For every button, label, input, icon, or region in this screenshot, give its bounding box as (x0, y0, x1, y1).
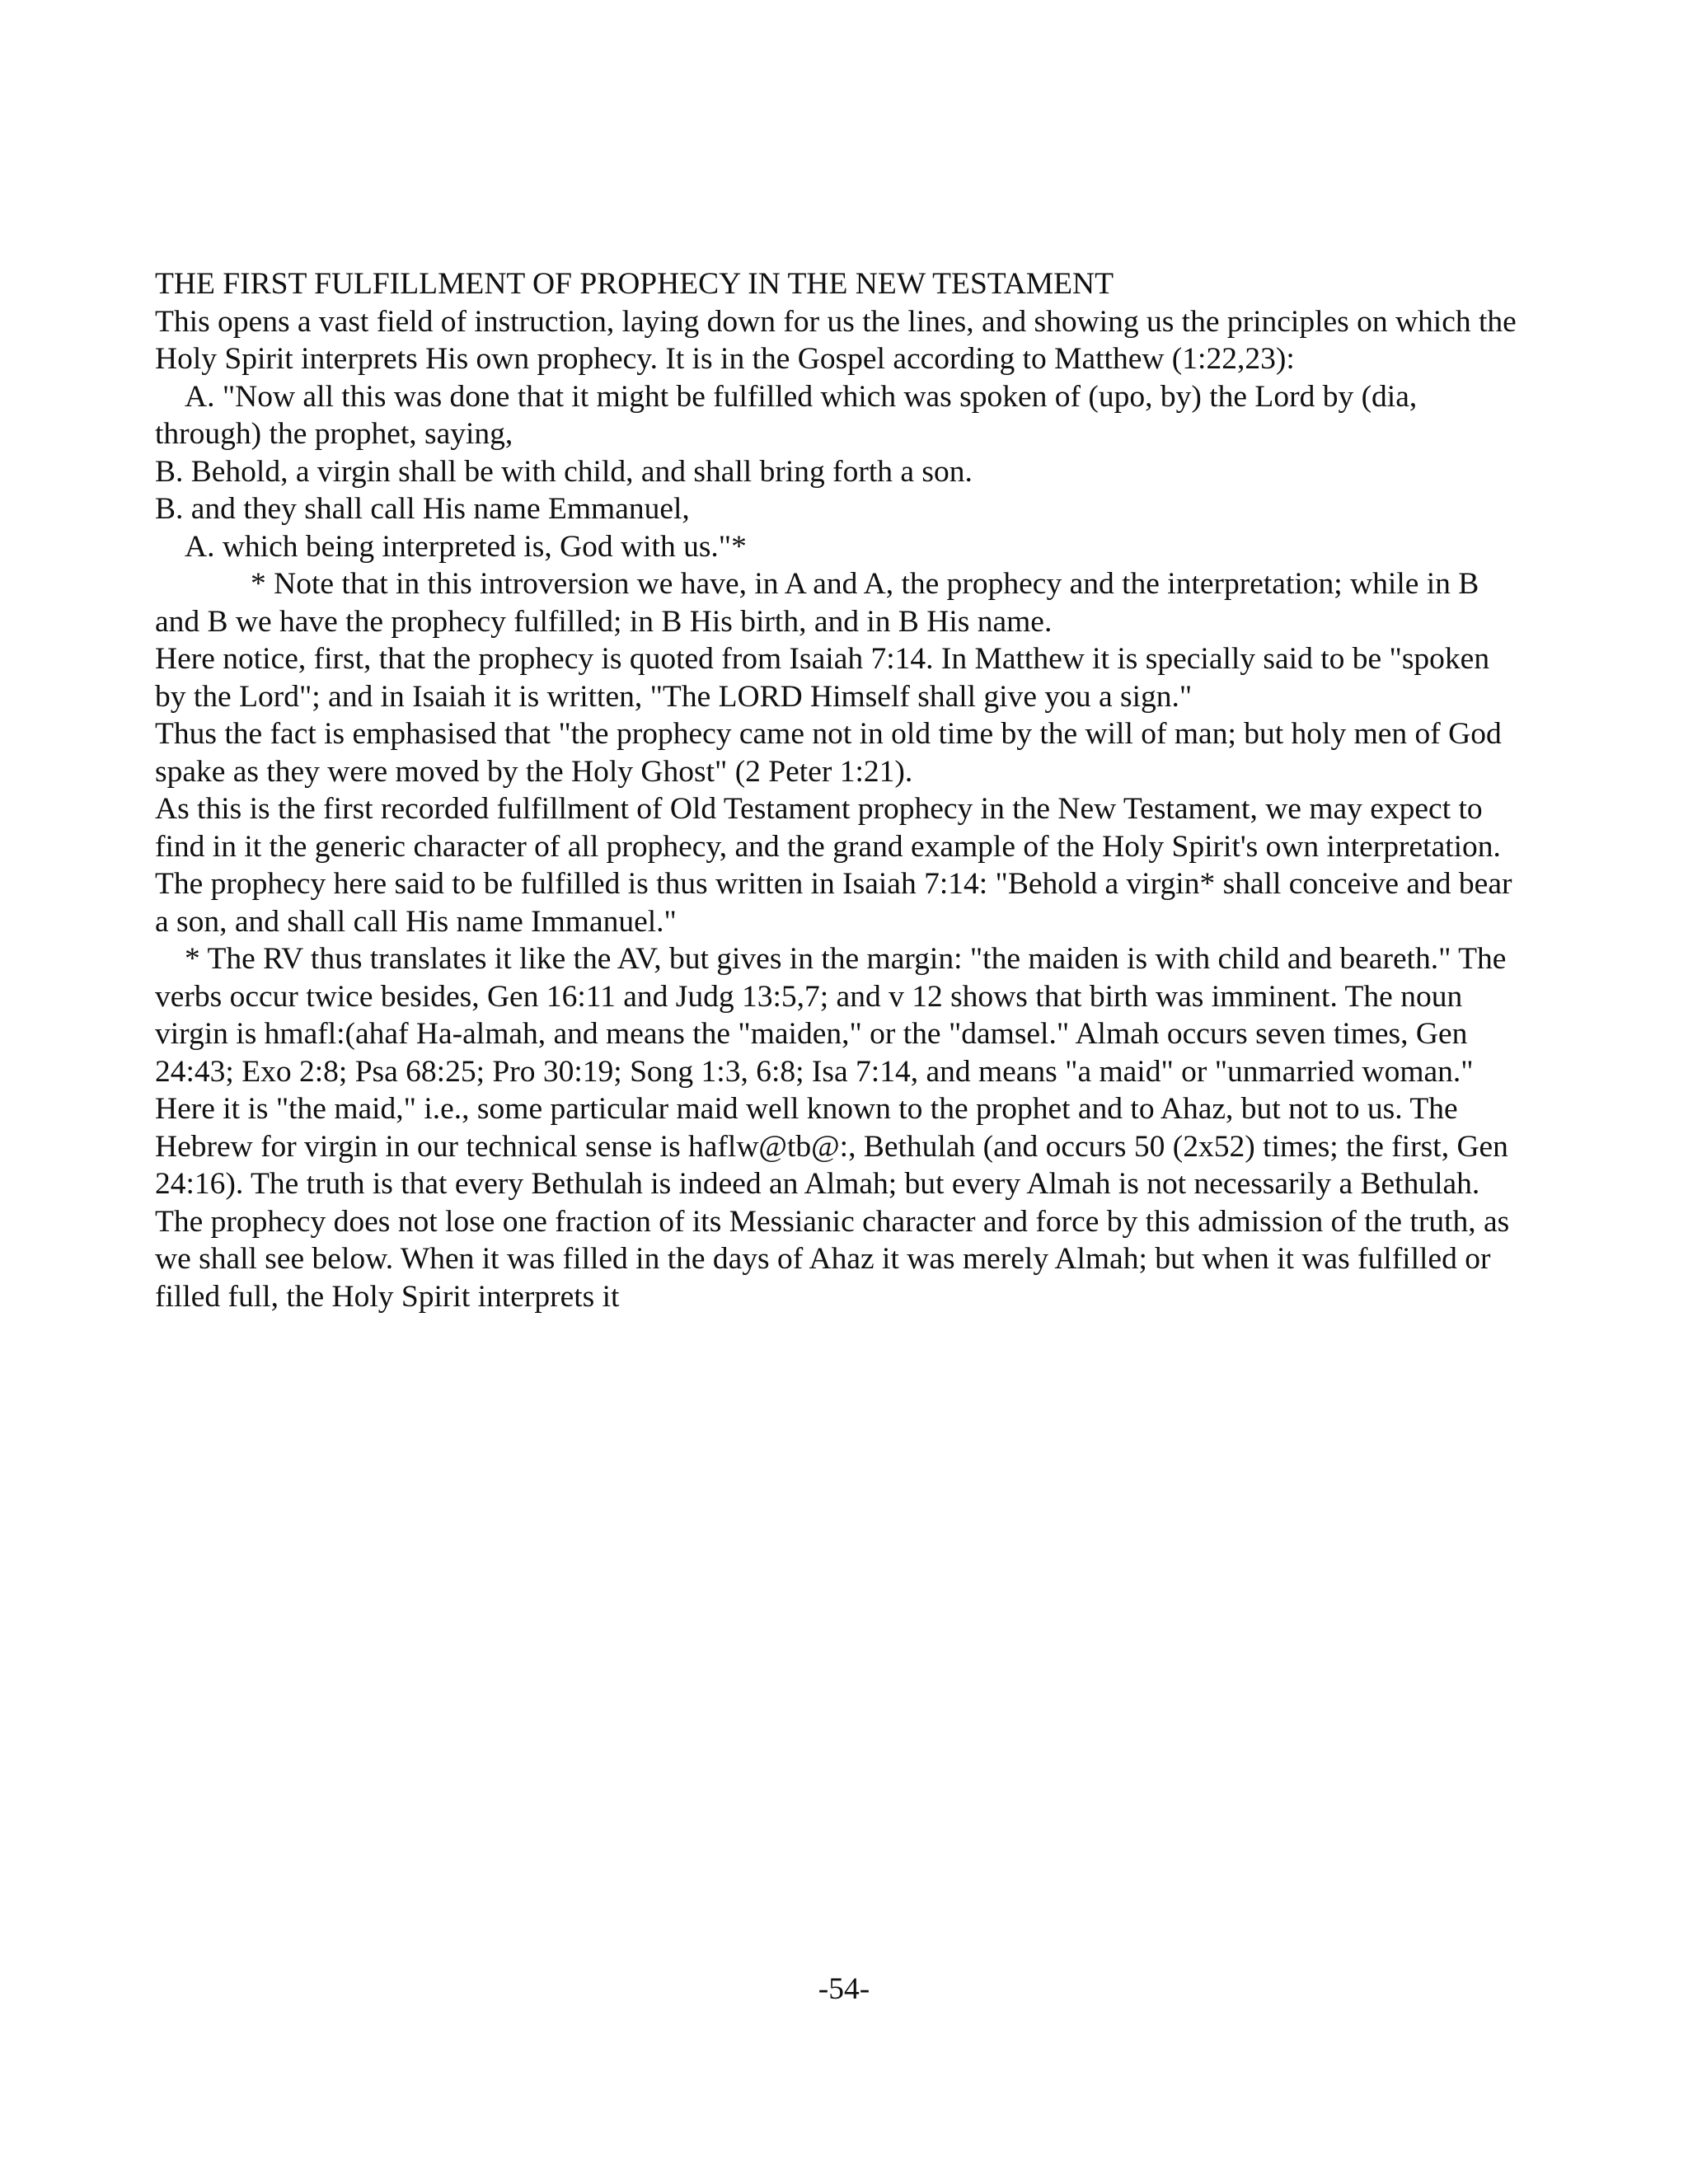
footnote-rv-translation: * The RV thus translates it like the AV, but gives in the margin: "the maiden is with child and beareth." The verbs occur twice besides, Gen 16:11 and Judg 13:5,7; and v 12 shows that birth was imminent. The noun virgin is hmafl:(ahaf Ha-almah, and means the "maiden," or the "damsel." Almah occurs seven times, Gen 24:43; Exo 2:8; Psa 68:25; Pro 30:19; Song 1:3, 6:8; Isa 7:14, and means "a maid" or "unmarried woman." Here it is "the maid," i.e., some particular maid well known to the prophet and to Ahaz, but not to us. The Hebrew for virgin in our technical sense is haflw@tb@:, Bethulah (and occurs 50 (2x52) times; the first, Gen 24:16). The truth is that every Bethulah is indeed an Almah; but every Almah is not necessarily a Bethulah. The prophecy does not lose one fraction of its Messianic character and force by this admission of the truth, as we shall see below. When it was filled in the days of Ahaz it was merely Almah; but when it was fulfilled or filled full, the Holy Spirit interprets it (155, 942, 1510, 1314)
quote-line-a1: A. "Now all this was done that it might be fulfilled which was spoken of (upo, by) the Lord by (dia, through) the prophet, saying, (155, 379, 1418, 451)
quote-line-b1: B. Behold, a virgin shall be with child, and shall bring forth a son. (155, 454, 973, 489)
document-page (155, 265, 1523, 1315)
paragraph-here-notice: Here notice, first, that the prophecy is quoted from Isaiah 7:14. In Matthew it is specially said to be "spoken by the Lord"; and in Isaiah it is written, "The LORD Himself shall give you a sign." (155, 642, 1490, 714)
paragraph-first-recorded: As this is the first recorded fulfillment of Old Testament prophecy in the New Testament, we may expect to find in it the generic character of all prophecy, and the grand example of the Holy Spirit's own interpretation. (155, 792, 1501, 864)
page-title: THE FIRST FULFILLMENT OF PROPHECY IN THE NEW TESTAMENT (155, 267, 1114, 301)
footnote-introversion: * Note that in this introversion we have, in A and A, the prophecy and the interpretation; while in B and B we have the prophecy fulfilled; in B His birth, and in B His name. (155, 567, 1479, 639)
paragraph-thus-fact: Thus the fact is emphasised that "the prophecy came not in old time by the will of man; but holy men of God spake as they were moved by the Holy Ghost" (2 Peter 1:21). (155, 717, 1502, 789)
quote-line-b2: B. and they shall call His name Emmanuel, (155, 492, 690, 526)
page-number: -54- (818, 1972, 870, 2006)
paragraph-intro: This opens a vast field of instruction, laying down for us the lines, and showing us the principles on which the Holy Spirit interprets His own prophecy. It is in the Gospel according to Matthew (1:22,23): (155, 304, 1517, 376)
paragraph-isaiah-quote: The prophecy here said to be fulfilled is thus written in Isaiah 7:14: "Behold a virgin* shall conceive and bear a son, and shall call His name Immanuel." (155, 867, 1512, 939)
quote-line-a2: A. which being interpreted is, God with us."* (185, 529, 747, 564)
